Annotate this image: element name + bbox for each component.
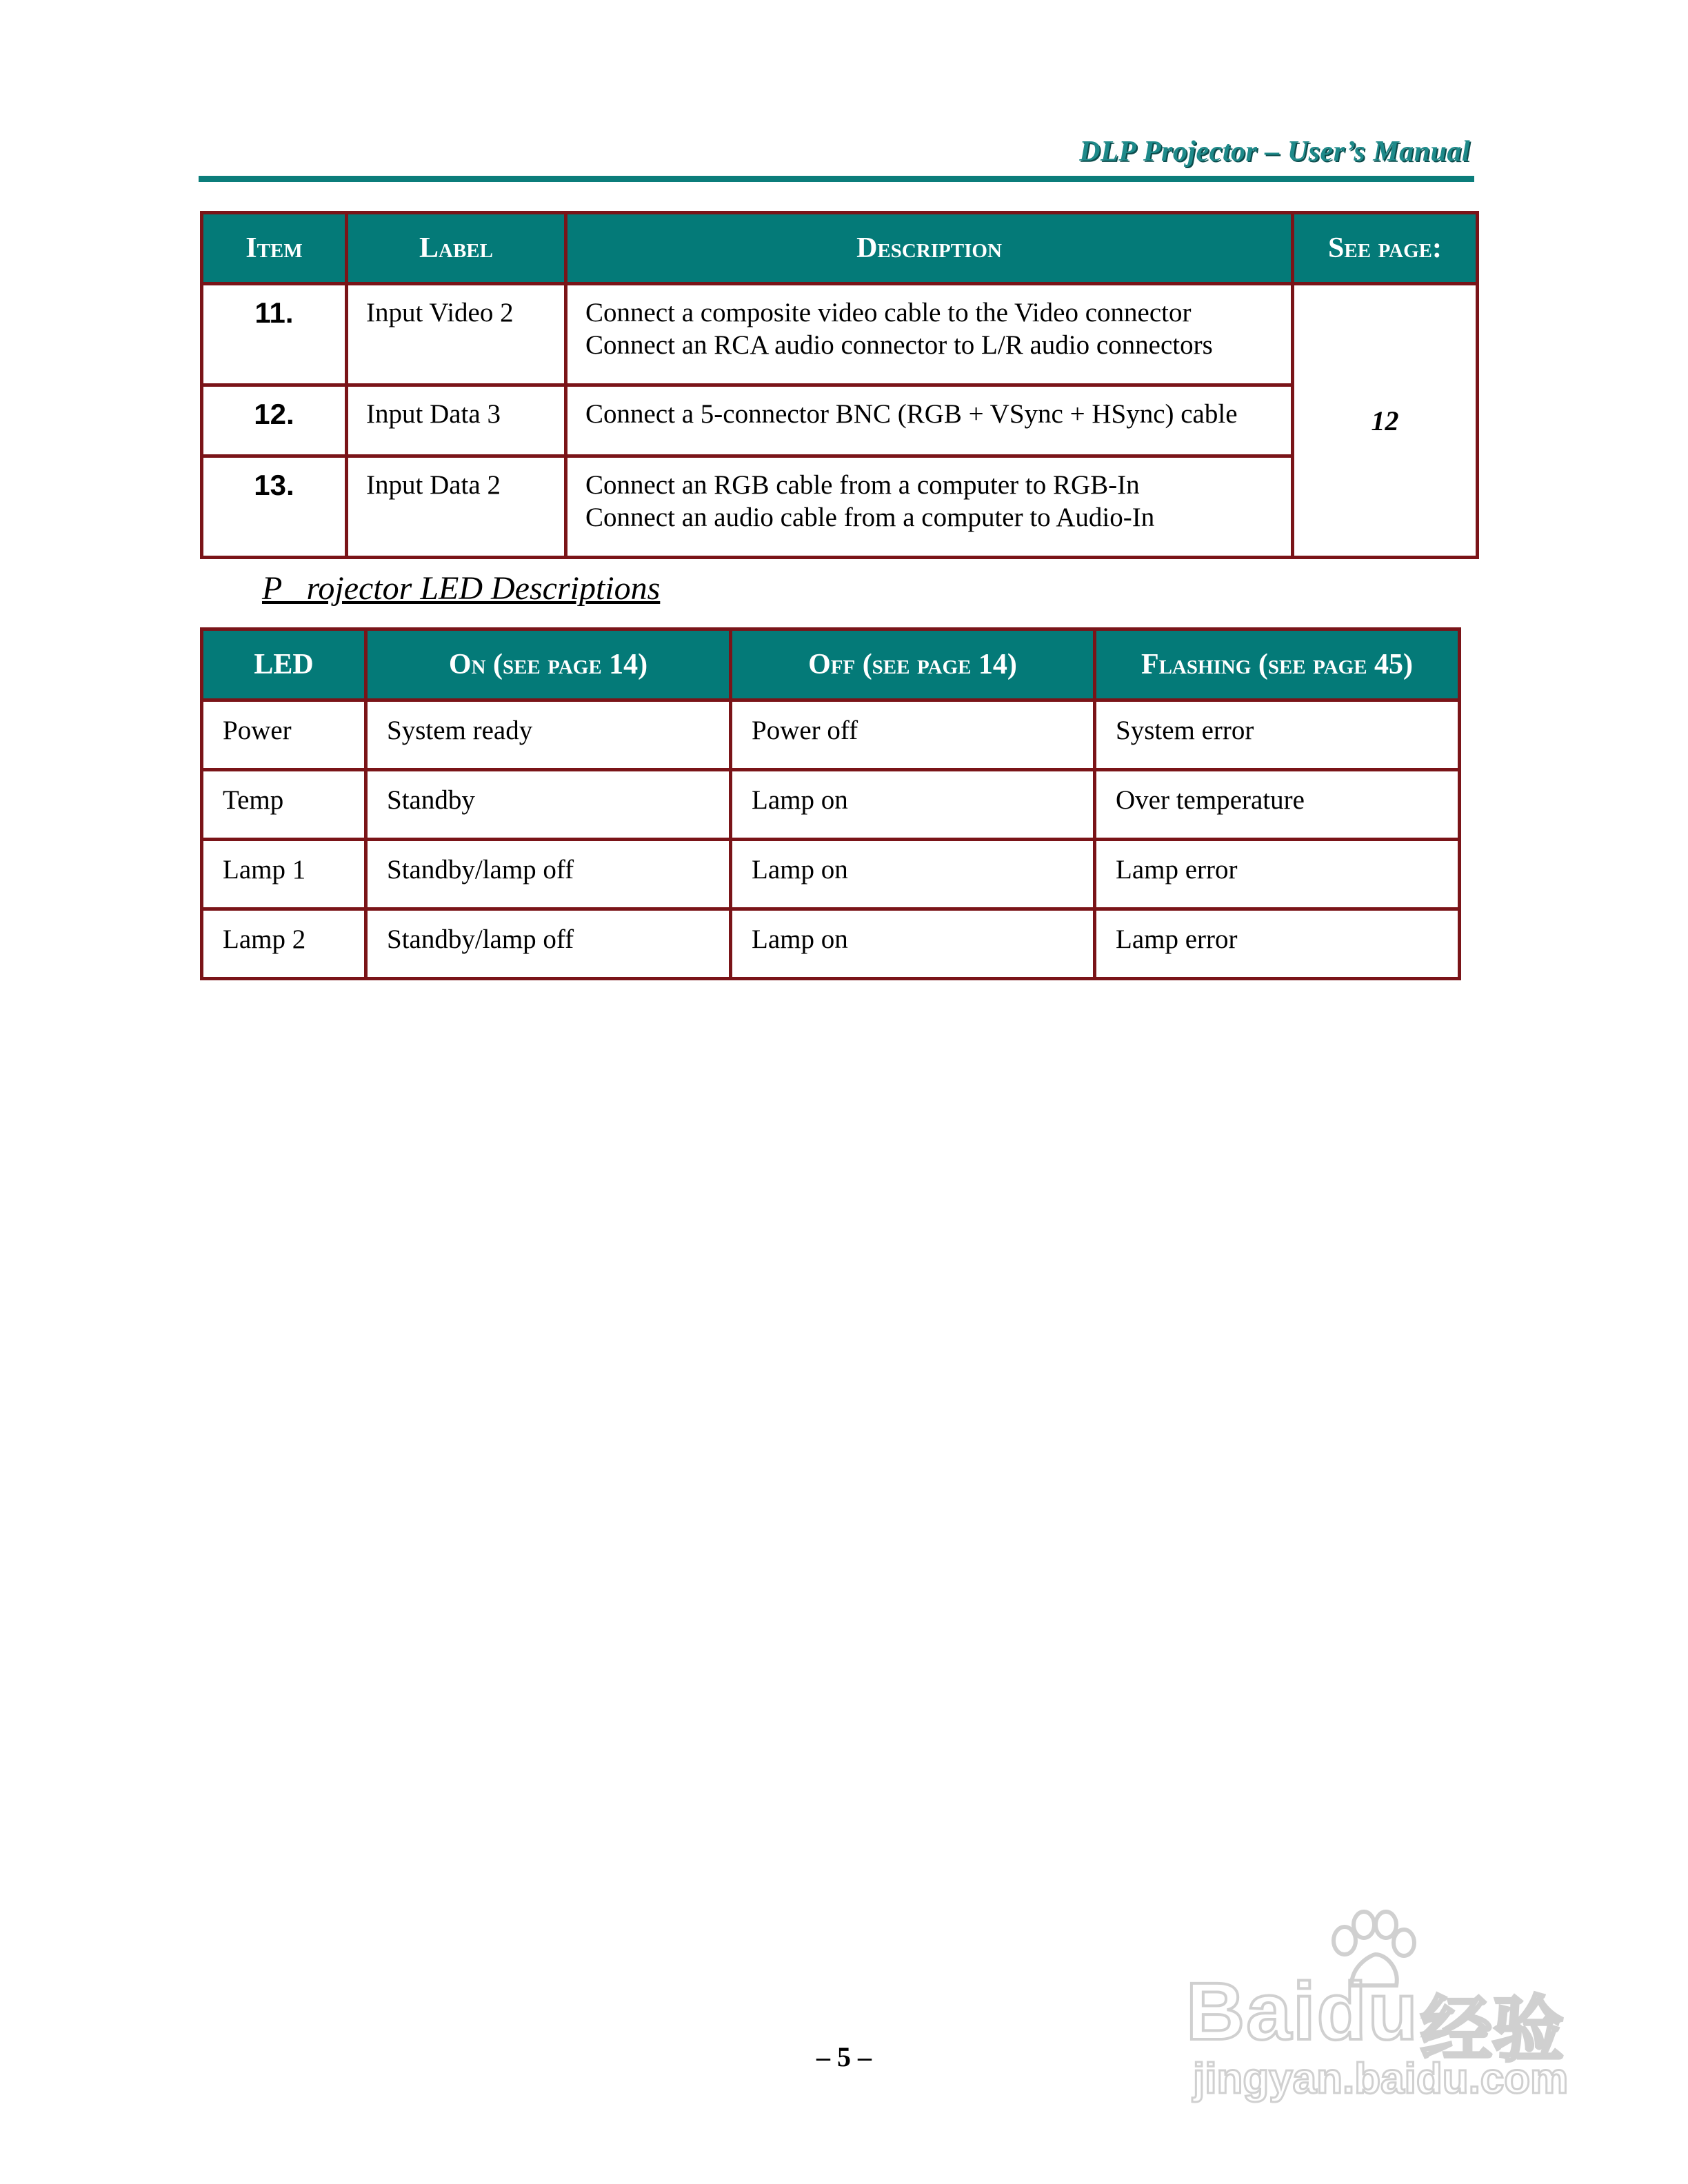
item-number: 11.	[202, 284, 347, 385]
item-number: 13.	[202, 456, 347, 558]
description-line: Connect a composite video cable to the Video connector	[585, 298, 1192, 327]
items-table	[200, 211, 1479, 559]
description-line: Connect an RGB cable from a computer to RGB-In	[585, 470, 1140, 500]
section-heading: P rojector LED Descriptions	[262, 570, 661, 607]
led-off: Power off	[731, 700, 1095, 770]
led-flashing: Lamp error	[1095, 840, 1460, 909]
item-description	[566, 385, 1293, 456]
led-off: Lamp on	[731, 909, 1095, 979]
col-header-description: Description	[566, 213, 1293, 284]
led-on: Standby	[366, 770, 731, 840]
description-line: Connect an audio cable from a computer to Audio-In	[585, 503, 1155, 532]
table-row	[202, 385, 1478, 456]
description-line: Connect a 5-connector BNC (RGB + VSync + HSync) cable	[585, 399, 1238, 429]
col-header-on: On (see page 14)	[366, 629, 731, 700]
led-table	[200, 627, 1461, 980]
item-description	[566, 284, 1293, 385]
see-page-value: 12	[1293, 284, 1478, 558]
table-row	[202, 700, 1460, 770]
baidu-watermark	[1186, 1910, 1586, 2116]
item-number: 12.	[202, 385, 347, 456]
item-description	[566, 456, 1293, 558]
led-name: Temp	[202, 770, 366, 840]
item-label: Input Data 2	[347, 456, 566, 558]
led-on: System ready	[366, 700, 731, 770]
page-number: – 5 –	[816, 2041, 872, 2072]
col-header-led: LED	[202, 629, 366, 700]
table-row	[202, 840, 1460, 909]
item-label: Input Video 2	[347, 284, 566, 385]
table-row	[202, 770, 1460, 840]
led-on: Standby/lamp off	[366, 909, 731, 979]
led-name: Lamp 1	[202, 840, 366, 909]
watermark-brand-cn: 经验	[1420, 1990, 1565, 2070]
header-title: DLP Projector – User’s Manual	[1079, 136, 1470, 168]
watermark-brand: Baidu	[1186, 1966, 1419, 2057]
item-label: Input Data 3	[347, 385, 566, 456]
led-name: Lamp 2	[202, 909, 366, 979]
led-on: Standby/lamp off	[366, 840, 731, 909]
led-flashing: Lamp error	[1095, 909, 1460, 979]
col-header-see-page: See page:	[1293, 213, 1478, 284]
led-flashing: System error	[1095, 700, 1460, 770]
header-rule	[199, 176, 1474, 182]
col-header-flashing: Flashing (see page 45)	[1095, 629, 1460, 700]
led-off: Lamp on	[731, 840, 1095, 909]
col-header-label: Label	[347, 213, 566, 284]
table-row	[202, 909, 1460, 979]
watermark-url: jingyan.baidu.com	[1193, 2055, 1569, 2103]
table-row	[202, 456, 1478, 558]
led-off: Lamp on	[731, 770, 1095, 840]
col-header-off: Off (see page 14)	[731, 629, 1095, 700]
table-row	[202, 284, 1478, 385]
description-line: Connect an RCA audio connector to L/R audio connectors	[585, 330, 1213, 360]
col-header-item: Item	[202, 213, 347, 284]
led-flashing: Over temperature	[1095, 770, 1460, 840]
items-table-header-row	[202, 213, 1478, 284]
led-table-header-row	[202, 629, 1460, 700]
led-name: Power	[202, 700, 366, 770]
